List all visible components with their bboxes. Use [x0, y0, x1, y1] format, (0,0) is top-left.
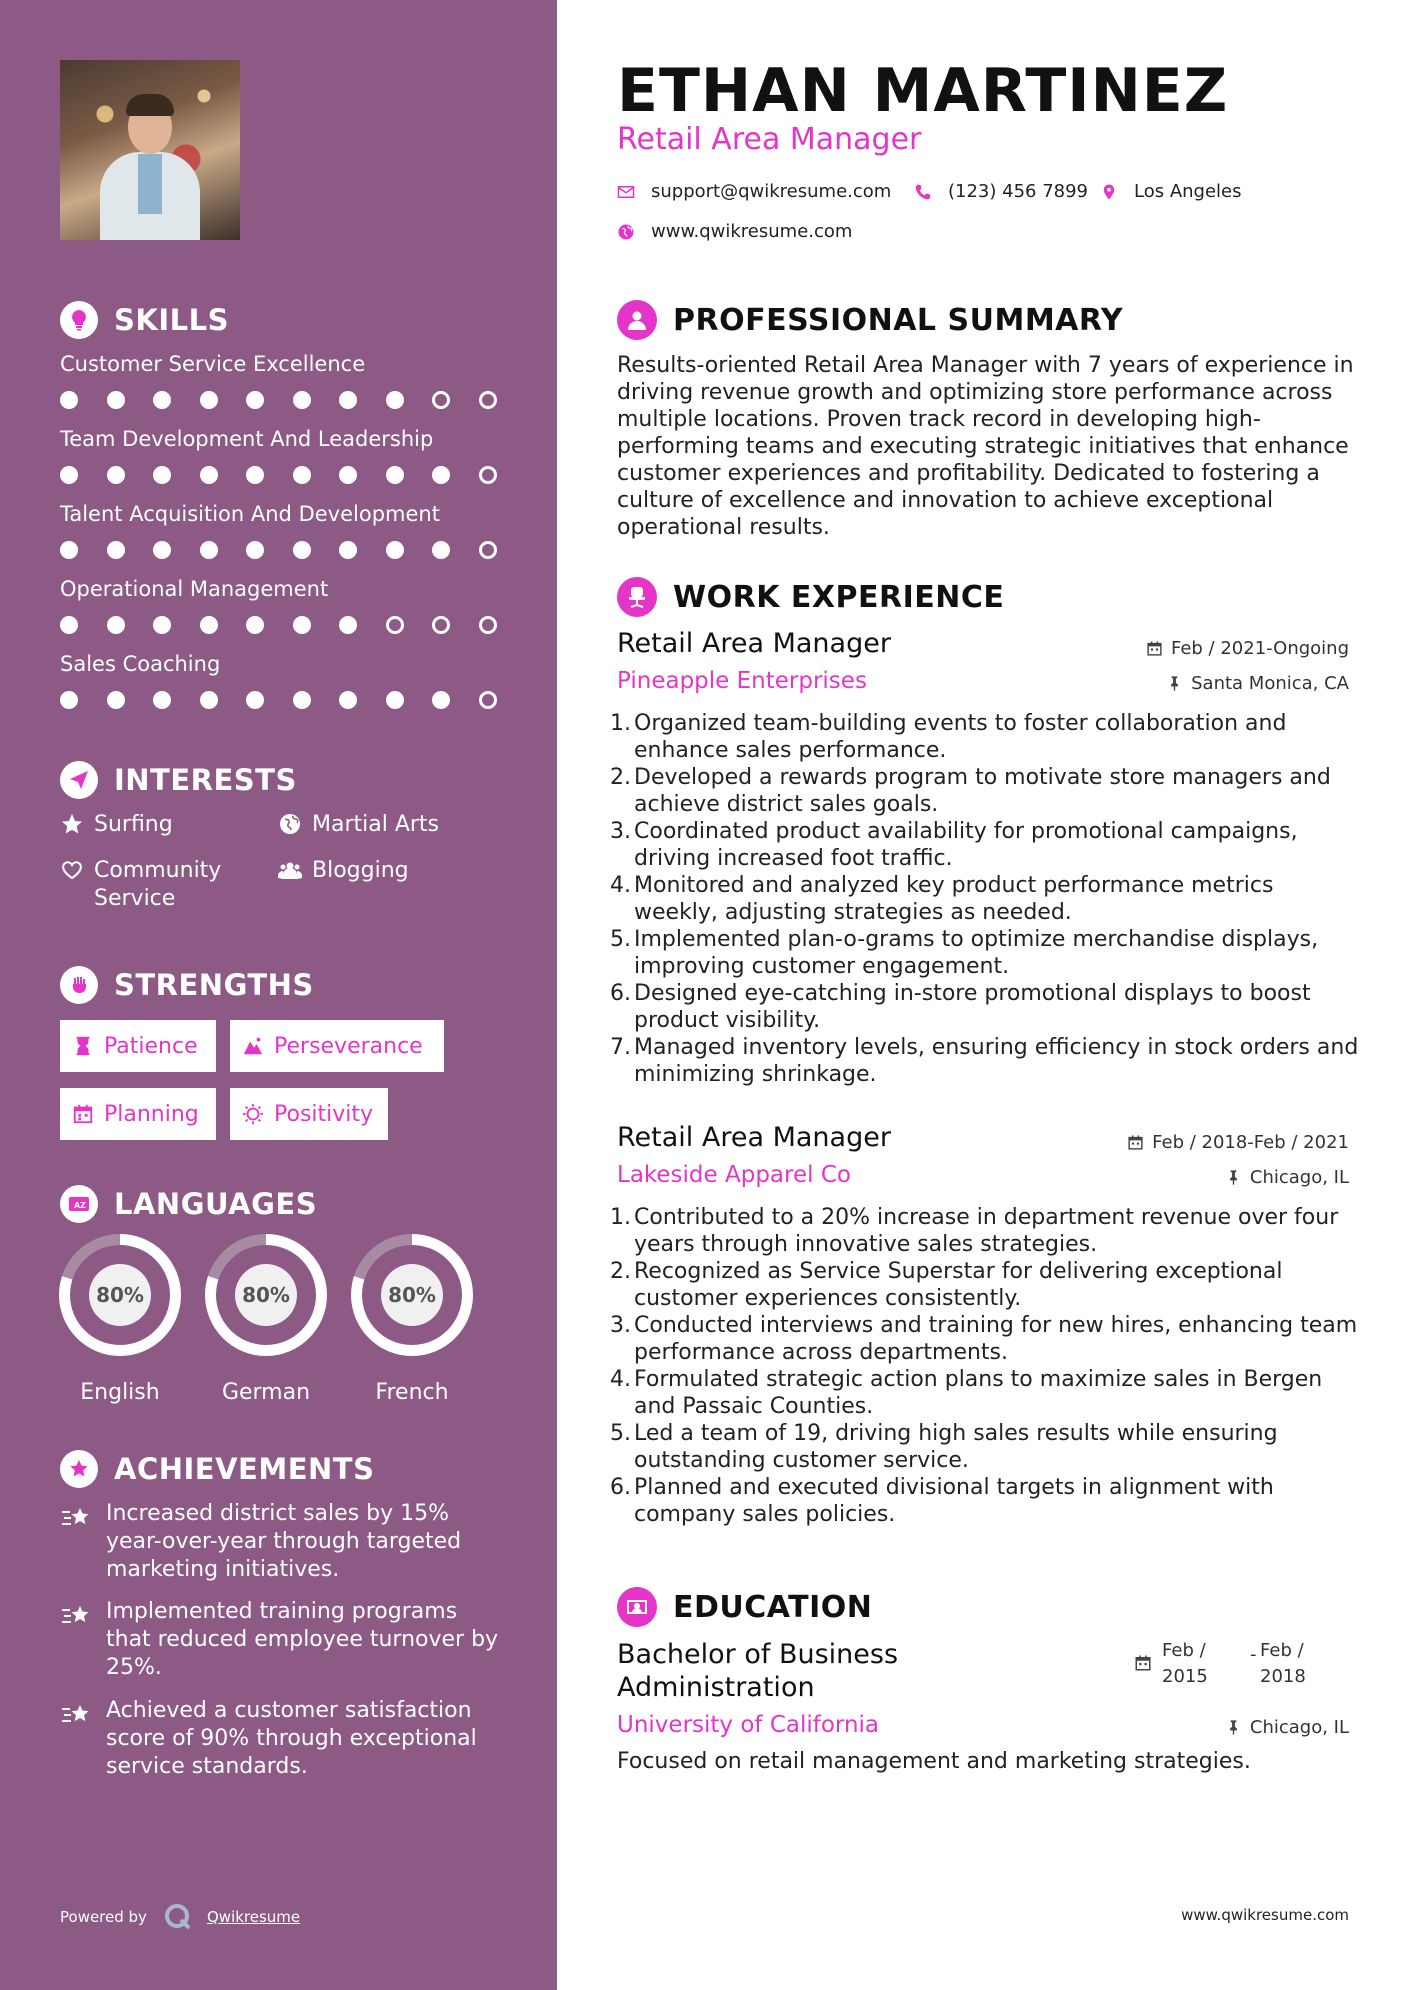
list-item: 1. Organized team-building events to foster collaboration and enhance sales performance.: [610, 711, 1287, 763]
calendar-icon: [1127, 1134, 1144, 1151]
skill-name: Customer Service Excellence: [60, 352, 366, 376]
rating-dot-filled: [200, 391, 218, 409]
list-item: 4. Monitored and analyzed key product performance metrics weekly, adjusting strategies as needed.: [610, 873, 1274, 925]
shooting-star-icon: [60, 1502, 92, 1534]
education-dates: Feb / 2015 - Feb / 2018: [1134, 1640, 1354, 1690]
pin-icon: [1166, 675, 1183, 692]
rating-dot-filled: [293, 391, 311, 409]
skill-name: Team Development And Leadership: [60, 427, 434, 451]
rating-dot-filled: [107, 616, 125, 634]
paper-plane-icon: [67, 768, 91, 792]
list-item: 7. Managed inventory levels, ensuring efficiency in stock orders and minimizing shrinkage.: [610, 1035, 1359, 1087]
rating-dot-filled: [153, 616, 171, 634]
rating-dot-filled: [339, 541, 357, 559]
rating-dot-filled: [339, 691, 357, 709]
language-item: [59, 1234, 181, 1405]
skill-name: Operational Management: [60, 577, 329, 601]
language-ring: [351, 1234, 473, 1356]
achievement-item: Increased district sales by 15% year-over-year through targeted marketing initiatives.: [60, 1500, 500, 1584]
rating-dot-empty: [479, 616, 497, 634]
svg-text:A: A: [74, 1201, 81, 1210]
rating-dot-filled: [339, 466, 357, 484]
experience-heading: [617, 577, 1004, 617]
achievements-heading: [60, 1450, 374, 1488]
candidate-role: Retail Area Manager: [617, 122, 922, 157]
rating-dot-filled: [200, 541, 218, 559]
rating-dot-filled: [246, 616, 264, 634]
strengths-heading: [60, 966, 314, 1004]
education-title: EDUCATION: [673, 1589, 873, 1625]
job-bullets: [610, 1204, 1360, 1528]
star-icon: [60, 812, 84, 836]
mountain-icon: [242, 1035, 264, 1057]
interest-item: Surfing: [60, 811, 173, 839]
rating-dot-filled: [386, 391, 404, 409]
skills-heading: [60, 301, 229, 339]
company-name: Lakeside Apparel Co: [617, 1162, 851, 1188]
education-location: Chicago, IL: [1225, 1717, 1349, 1738]
rating-dot-empty: [479, 391, 497, 409]
list-item: 4. Formulated strategic action plans to maximize sales in Bergen and Passaic Counties.: [610, 1367, 1323, 1419]
skill-rating: [60, 390, 500, 410]
language-item: [205, 1234, 327, 1405]
strength-badge: Perseverance: [230, 1020, 444, 1072]
sidebar: [0, 0, 557, 1990]
rating-dot-filled: [153, 691, 171, 709]
rating-dot-empty: [479, 691, 497, 709]
rating-dot-filled: [293, 541, 311, 559]
calendar-icon: [72, 1103, 94, 1125]
skill-rating: [60, 690, 500, 710]
globe-icon: [617, 223, 635, 241]
svg-text:Z: Z: [80, 1201, 86, 1210]
experience-title: WORK EXPERIENCE: [673, 579, 1005, 615]
rating-dot-filled: [432, 691, 450, 709]
rating-dot-filled: [432, 466, 450, 484]
company-name: Pineapple Enterprises: [617, 668, 867, 694]
contact-phone[interactable]: (123) 456 7899: [914, 181, 1088, 202]
rating-dot-filled: [153, 391, 171, 409]
summary-text: Results-oriented Retail Area Manager with 7 years of experience in driving revenue growth and optimizing store performance across multiple locations. Proven track record in developing high-performing teams and executing strategic initiatives that enhance customer experiences and profitability. Dedicated to fostering a culture of excellence and innovation to achieve exceptional operational results.: [617, 353, 1354, 540]
education-heading: [617, 1587, 872, 1627]
rating-dot-empty: [479, 541, 497, 559]
rating-dot-filled: [200, 691, 218, 709]
education-description: Focused on retail management and marketing strategies.: [617, 1749, 1251, 1774]
lightbulb-icon: [67, 308, 91, 332]
rating-dot-filled: [432, 541, 450, 559]
rating-dot-filled: [60, 616, 78, 634]
language-percent: 80%: [381, 1264, 443, 1326]
rating-dot-filled: [153, 466, 171, 484]
job-title: Retail Area Manager: [617, 1122, 891, 1153]
profile-photo: [60, 60, 240, 240]
summary-title: PROFESSIONAL SUMMARY: [673, 302, 1124, 338]
rating-dot-filled: [339, 391, 357, 409]
languages-title: LANGUAGES: [114, 1187, 318, 1221]
graduation-icon: [625, 1595, 649, 1619]
strength-badge: Planning: [60, 1088, 216, 1140]
rating-dot-filled: [60, 391, 78, 409]
rating-dot-filled: [386, 691, 404, 709]
achievement-item: Achieved a customer satisfaction score of 90% through exceptional service standards.: [60, 1697, 500, 1781]
achievements-title: ACHIEVEMENTS: [114, 1452, 375, 1486]
language-name: German: [221, 1380, 311, 1405]
user-icon: [625, 308, 649, 332]
rating-dot-empty: [386, 616, 404, 634]
rating-dot-empty: [432, 391, 450, 409]
shooting-star-icon: [60, 1699, 92, 1731]
rating-dot-filled: [293, 616, 311, 634]
rating-dot-filled: [293, 466, 311, 484]
strength-badge: Patience: [60, 1020, 216, 1072]
footer-url[interactable]: www.qwikresume.com: [1181, 1906, 1349, 1924]
list-item: 2. Recognized as Service Superstar for delivering exceptional customer experiences consistently.: [610, 1259, 1283, 1311]
language-item: [351, 1234, 473, 1405]
fist-icon: [67, 973, 91, 997]
rating-dot-filled: [107, 541, 125, 559]
rating-dot-empty: [479, 466, 497, 484]
skill-rating: [60, 465, 500, 485]
languages-heading: [60, 1185, 317, 1223]
skills-title: SKILLS: [114, 303, 229, 337]
school-name: University of California: [617, 1712, 880, 1738]
interest-item: Blogging: [278, 857, 409, 885]
language-ring: [205, 1234, 327, 1356]
calendar-icon: [1134, 1654, 1152, 1672]
rating-dot-filled: [339, 616, 357, 634]
translate-icon: [67, 1192, 91, 1216]
skill-name: Talent Acquisition And Development: [60, 502, 440, 526]
hourglass-icon: [72, 1035, 94, 1057]
rating-dot-filled: [107, 691, 125, 709]
interest-item: Community Service: [60, 857, 260, 913]
list-item: 3. Conducted interviews and training for new hires, enhancing team performance across departments.: [610, 1313, 1358, 1365]
language-ring: [59, 1234, 181, 1356]
rating-dot-filled: [246, 391, 264, 409]
job-dates: Feb / 2021-Ongoing: [1146, 638, 1349, 659]
qwikresume-link[interactable]: Qwikresume: [206, 1908, 301, 1926]
interests-heading: [60, 761, 297, 799]
contact-location: Los Angeles: [1100, 181, 1242, 202]
globe-icon: [278, 812, 302, 836]
achievement-item: Implemented training programs that reduced employee turnover by 25%.: [60, 1598, 500, 1682]
rating-dot-filled: [200, 466, 218, 484]
interest-item: Martial Arts: [278, 811, 439, 839]
strengths-title: STRENGTHS: [114, 968, 314, 1002]
list-item: 6. Planned and executed divisional targets in alignment with company sales policies.: [610, 1475, 1274, 1527]
powered-by: [60, 1902, 300, 1932]
rating-dot-filled: [107, 391, 125, 409]
language-percent: 80%: [235, 1264, 297, 1326]
skill-rating: [60, 615, 500, 635]
language-name: English: [80, 1380, 160, 1405]
pin-icon: [1225, 1169, 1242, 1186]
rating-dot-filled: [200, 616, 218, 634]
rating-dot-empty: [432, 616, 450, 634]
rating-dot-filled: [246, 691, 264, 709]
list-item: 2. Developed a rewards program to motivate store managers and achieve district sales goals.: [610, 765, 1331, 817]
skill-name: Sales Coaching: [60, 652, 221, 676]
degree-line: Administration: [617, 1672, 815, 1703]
pin-icon: [1225, 1719, 1242, 1736]
language-percent: 80%: [89, 1264, 151, 1326]
office-chair-icon: [625, 585, 649, 609]
rating-dot-filled: [293, 691, 311, 709]
list-item: 5. Implemented plan-o-grams to optimize merchandise displays, improving customer engagement.: [610, 927, 1319, 979]
contact-website[interactable]: www.qwikresume.com: [617, 221, 852, 242]
strength-badge: Positivity: [230, 1088, 388, 1140]
list-item: 3. Coordinated product availability for promotional campaigns, driving increased foot traffic.: [610, 819, 1298, 871]
contact-email[interactable]: support@qwikresume.com: [617, 181, 891, 202]
rating-dot-filled: [107, 466, 125, 484]
envelope-icon: [617, 183, 635, 201]
degree-title: [617, 1638, 898, 1704]
rating-dot-filled: [60, 541, 78, 559]
candidate-name: ETHAN MARTINEZ: [617, 56, 1229, 126]
users-icon: [278, 858, 302, 882]
rating-dot-filled: [60, 691, 78, 709]
rating-dot-filled: [246, 466, 264, 484]
summary-heading: [617, 300, 1123, 340]
job-title: Retail Area Manager: [617, 628, 891, 659]
job-location: Chicago, IL: [1225, 1167, 1349, 1188]
qwikresume-logo-icon: [163, 1902, 193, 1932]
rating-dot-filled: [386, 466, 404, 484]
list-item: 6. Designed eye-catching in-store promotional displays to boost product visibility.: [610, 981, 1311, 1033]
language-name: French: [375, 1380, 449, 1405]
heart-outline-icon: [60, 858, 84, 882]
rating-dot-filled: [386, 541, 404, 559]
job-bullets: [610, 710, 1360, 1088]
powered-by-label: Powered by: [60, 1908, 147, 1926]
list-item: 1. Contributed to a 20% increase in department revenue over four years through innovative sales strategies.: [610, 1205, 1339, 1257]
interests-title: INTERESTS: [114, 763, 297, 797]
shooting-star-icon: [60, 1600, 92, 1632]
rating-dot-filled: [153, 541, 171, 559]
star-badge-icon: [67, 1457, 91, 1481]
job-location: Santa Monica, CA: [1166, 673, 1349, 694]
list-item: 5. Led a team of 19, driving high sales results while ensuring outstanding customer service.: [610, 1421, 1278, 1473]
map-pin-icon: [1100, 183, 1118, 201]
sun-icon: [242, 1103, 264, 1125]
rating-dot-filled: [60, 466, 78, 484]
calendar-icon: [1146, 640, 1163, 657]
rating-dot-filled: [246, 541, 264, 559]
phone-icon: [914, 183, 932, 201]
skill-rating: [60, 540, 500, 560]
degree-line: Bachelor of Business: [617, 1639, 899, 1670]
job-dates: Feb / 2018-Feb / 2021: [1127, 1132, 1349, 1153]
